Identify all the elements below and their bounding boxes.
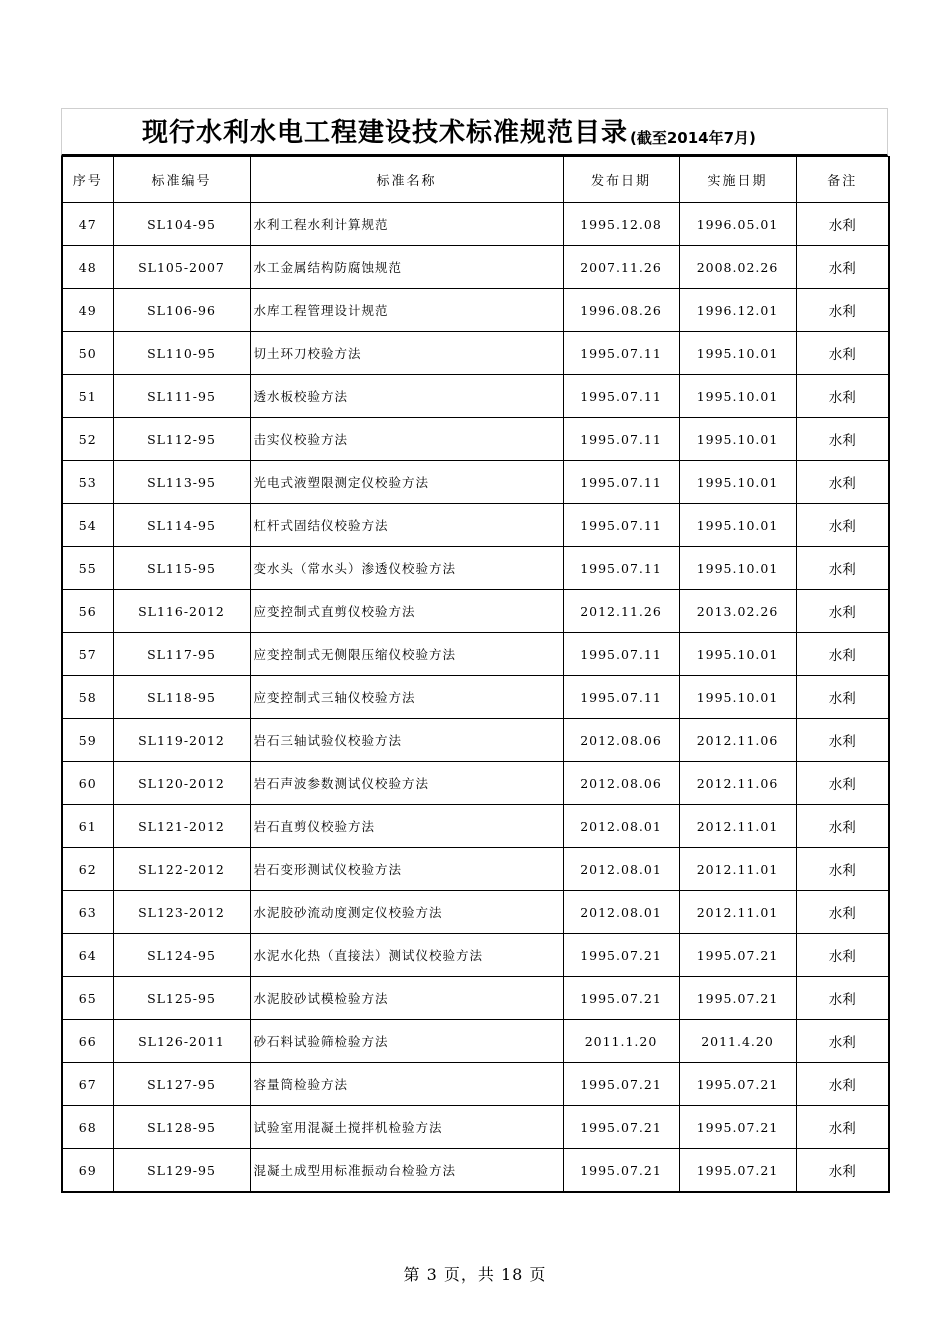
cell-effective: 1995.10.01 [679, 504, 796, 547]
cell-note: 水利 [796, 246, 889, 289]
cell-name: 光电式液塑限测定仪校验方法 [250, 461, 563, 504]
cell-code: SL110-95 [113, 332, 250, 375]
header-effective: 实施日期 [679, 157, 796, 203]
cell-name: 水泥胶砂试模检验方法 [250, 977, 563, 1020]
cell-effective: 2011.4.20 [679, 1020, 796, 1063]
cell-effective: 1995.10.01 [679, 332, 796, 375]
cell-code: SL115-95 [113, 547, 250, 590]
cell-published: 2012.08.01 [563, 848, 679, 891]
table-header-row [62, 157, 889, 203]
cell-effective: 1995.10.01 [679, 375, 796, 418]
cell-published: 2012.08.01 [563, 891, 679, 934]
cell-effective: 1995.10.01 [679, 676, 796, 719]
table-row [62, 246, 889, 289]
cell-no: 55 [62, 547, 113, 590]
table-row [62, 203, 889, 246]
header-code: 标准编号 [113, 157, 250, 203]
cell-note: 水利 [796, 289, 889, 332]
cell-effective: 2012.11.01 [679, 891, 796, 934]
cell-no: 54 [62, 504, 113, 547]
cell-note: 水利 [796, 1149, 889, 1193]
cell-code: SL125-95 [113, 977, 250, 1020]
cell-published: 2007.11.26 [563, 246, 679, 289]
cell-name: 岩石三轴试验仪校验方法 [250, 719, 563, 762]
cell-published: 1995.07.11 [563, 504, 679, 547]
table-row [62, 1063, 889, 1106]
cell-published: 1995.07.21 [563, 1106, 679, 1149]
cell-name: 切土环刀校验方法 [250, 332, 563, 375]
cell-name: 岩石声波参数测试仪校验方法 [250, 762, 563, 805]
cell-no: 60 [62, 762, 113, 805]
cell-published: 1995.07.11 [563, 332, 679, 375]
table-row [62, 547, 889, 590]
cell-no: 47 [62, 203, 113, 246]
standards-sheet [61, 108, 888, 1193]
cell-published: 1996.08.26 [563, 289, 679, 332]
cell-published: 1995.07.21 [563, 934, 679, 977]
cell-name: 透水板校验方法 [250, 375, 563, 418]
cell-code: SL121-2012 [113, 805, 250, 848]
cell-code: SL106-96 [113, 289, 250, 332]
cell-effective: 2012.11.06 [679, 719, 796, 762]
cell-note: 水利 [796, 203, 889, 246]
cell-code: SL119-2012 [113, 719, 250, 762]
cell-no: 69 [62, 1149, 113, 1193]
cell-effective: 2013.02.26 [679, 590, 796, 633]
cell-code: SL128-95 [113, 1106, 250, 1149]
cell-published: 1995.07.11 [563, 676, 679, 719]
cell-published: 1995.12.08 [563, 203, 679, 246]
cell-published: 2011.1.20 [563, 1020, 679, 1063]
cell-note: 水利 [796, 762, 889, 805]
cell-code: SL127-95 [113, 1063, 250, 1106]
cell-published: 1995.07.21 [563, 1063, 679, 1106]
cell-published: 1995.07.11 [563, 375, 679, 418]
cell-effective: 2012.11.06 [679, 762, 796, 805]
cell-no: 59 [62, 719, 113, 762]
cell-effective: 1995.07.21 [679, 977, 796, 1020]
cell-note: 水利 [796, 1020, 889, 1063]
cell-note: 水利 [796, 504, 889, 547]
cell-name: 变水头（常水头）渗透仪校验方法 [250, 547, 563, 590]
page-footer: 第 3 页，共 18 页 [403, 1265, 547, 1284]
cell-name: 水泥水化热（直接法）测试仪校验方法 [250, 934, 563, 977]
cell-code: SL111-95 [113, 375, 250, 418]
table-row [62, 332, 889, 375]
cell-effective: 1995.07.21 [679, 1149, 796, 1193]
cell-effective: 2012.11.01 [679, 848, 796, 891]
cell-no: 56 [62, 590, 113, 633]
cell-no: 65 [62, 977, 113, 1020]
cell-effective: 1995.10.01 [679, 633, 796, 676]
cell-name: 砂石料试验筛检验方法 [250, 1020, 563, 1063]
cell-name: 水库工程管理设计规范 [250, 289, 563, 332]
cell-code: SL112-95 [113, 418, 250, 461]
cell-effective: 1996.12.01 [679, 289, 796, 332]
cell-name: 岩石直剪仪校验方法 [250, 805, 563, 848]
cell-note: 水利 [796, 977, 889, 1020]
cell-note: 水利 [796, 805, 889, 848]
cell-name: 容量筒检验方法 [250, 1063, 563, 1106]
cell-note: 水利 [796, 891, 889, 934]
header-no: 序号 [62, 157, 113, 203]
page-subtitle: (截至2014年7月) [630, 129, 756, 147]
cell-name: 岩石变形测试仪校验方法 [250, 848, 563, 891]
header-published: 发布日期 [563, 157, 679, 203]
cell-code: SL124-95 [113, 934, 250, 977]
cell-effective: 1995.10.01 [679, 461, 796, 504]
cell-code: SL104-95 [113, 203, 250, 246]
cell-name: 试验室用混凝土搅拌机检验方法 [250, 1106, 563, 1149]
cell-no: 53 [62, 461, 113, 504]
table-row [62, 676, 889, 719]
standards-table-body [62, 157, 889, 1193]
table-row [62, 590, 889, 633]
cell-no: 64 [62, 934, 113, 977]
title-row [61, 108, 888, 156]
cell-no: 66 [62, 1020, 113, 1063]
cell-code: SL120-2012 [113, 762, 250, 805]
table-row [62, 848, 889, 891]
cell-code: SL114-95 [113, 504, 250, 547]
table-row [62, 977, 889, 1020]
cell-code: SL105-2007 [113, 246, 250, 289]
cell-no: 52 [62, 418, 113, 461]
cell-name: 应变控制式无侧限压缩仪校验方法 [250, 633, 563, 676]
cell-published: 2012.08.06 [563, 762, 679, 805]
cell-note: 水利 [796, 375, 889, 418]
cell-no: 57 [62, 633, 113, 676]
cell-note: 水利 [796, 547, 889, 590]
table-row [62, 1106, 889, 1149]
cell-no: 68 [62, 1106, 113, 1149]
table-row [62, 891, 889, 934]
cell-effective: 2012.11.01 [679, 805, 796, 848]
cell-no: 62 [62, 848, 113, 891]
cell-note: 水利 [796, 1106, 889, 1149]
cell-effective: 1995.07.21 [679, 934, 796, 977]
cell-name: 杠杆式固结仪校验方法 [250, 504, 563, 547]
cell-note: 水利 [796, 461, 889, 504]
table-row [62, 934, 889, 977]
cell-published: 1995.07.11 [563, 461, 679, 504]
cell-no: 50 [62, 332, 113, 375]
table-row [62, 762, 889, 805]
cell-published: 1995.07.11 [563, 547, 679, 590]
cell-no: 67 [62, 1063, 113, 1106]
standards-table [61, 156, 890, 1193]
page-title: 现行水利水电工程建设技术标准规范目录 [142, 118, 629, 148]
cell-name: 应变控制式直剪仪校验方法 [250, 590, 563, 633]
cell-published: 1995.07.21 [563, 977, 679, 1020]
table-row [62, 805, 889, 848]
cell-name: 应变控制式三轴仪校验方法 [250, 676, 563, 719]
table-row [62, 719, 889, 762]
cell-code: SL116-2012 [113, 590, 250, 633]
cell-note: 水利 [796, 676, 889, 719]
cell-no: 61 [62, 805, 113, 848]
cell-published: 1995.07.11 [563, 633, 679, 676]
cell-name: 水工金属结构防腐蚀规范 [250, 246, 563, 289]
cell-name: 水利工程水利计算规范 [250, 203, 563, 246]
cell-effective: 1996.05.01 [679, 203, 796, 246]
cell-effective: 1995.10.01 [679, 547, 796, 590]
cell-effective: 1995.07.21 [679, 1106, 796, 1149]
cell-note: 水利 [796, 332, 889, 375]
cell-effective: 2008.02.26 [679, 246, 796, 289]
cell-note: 水利 [796, 934, 889, 977]
cell-code: SL123-2012 [113, 891, 250, 934]
cell-effective: 1995.10.01 [679, 418, 796, 461]
cell-name: 混凝土成型用标准振动台检验方法 [250, 1149, 563, 1193]
cell-no: 51 [62, 375, 113, 418]
cell-published: 2012.11.26 [563, 590, 679, 633]
cell-published: 1995.07.11 [563, 418, 679, 461]
cell-code: SL122-2012 [113, 848, 250, 891]
cell-published: 2012.08.06 [563, 719, 679, 762]
cell-note: 水利 [796, 848, 889, 891]
cell-code: SL118-95 [113, 676, 250, 719]
table-row [62, 375, 889, 418]
cell-published: 2012.08.01 [563, 805, 679, 848]
cell-no: 63 [62, 891, 113, 934]
cell-note: 水利 [796, 633, 889, 676]
cell-code: SL126-2011 [113, 1020, 250, 1063]
cell-no: 58 [62, 676, 113, 719]
cell-note: 水利 [796, 590, 889, 633]
cell-note: 水利 [796, 418, 889, 461]
cell-published: 1995.07.21 [563, 1149, 679, 1193]
cell-name: 击实仪校验方法 [250, 418, 563, 461]
table-row [62, 504, 889, 547]
cell-note: 水利 [796, 1063, 889, 1106]
cell-name: 水泥胶砂流动度测定仪校验方法 [250, 891, 563, 934]
header-note: 备注 [796, 157, 889, 203]
cell-no: 48 [62, 246, 113, 289]
table-row [62, 633, 889, 676]
table-row [62, 418, 889, 461]
cell-note: 水利 [796, 719, 889, 762]
cell-code: SL117-95 [113, 633, 250, 676]
table-row [62, 461, 889, 504]
cell-code: SL113-95 [113, 461, 250, 504]
table-row [62, 1149, 889, 1193]
header-name: 标准名称 [250, 157, 563, 203]
table-row [62, 1020, 889, 1063]
cell-no: 49 [62, 289, 113, 332]
table-row [62, 289, 889, 332]
cell-effective: 1995.07.21 [679, 1063, 796, 1106]
cell-code: SL129-95 [113, 1149, 250, 1193]
